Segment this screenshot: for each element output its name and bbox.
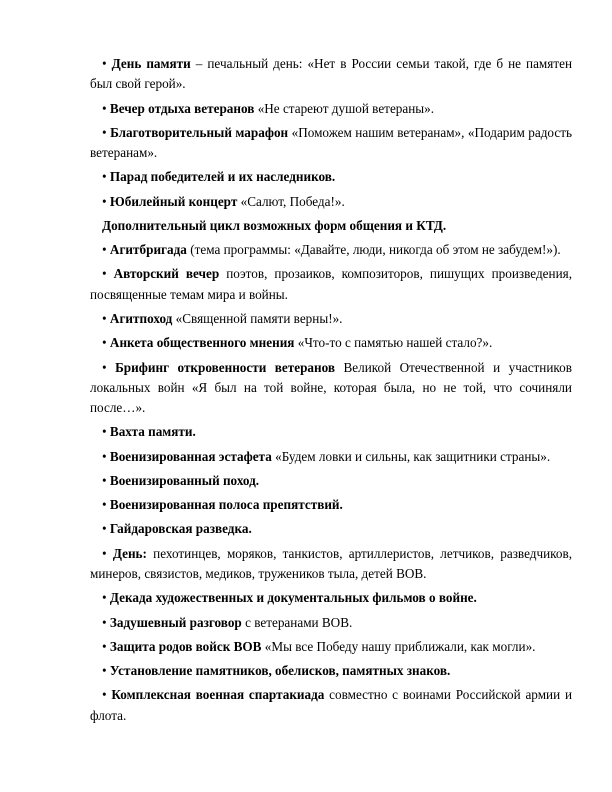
item-title: Анкета общественного мнения: [109, 335, 295, 351]
item-title: Задушевный разговор: [109, 614, 242, 630]
item-title: Агитбригада: [109, 242, 187, 258]
item-title: Брифинг откровенности ветеранов: [115, 359, 335, 375]
list-item: [90, 192, 572, 212]
item-text: – печальный день: «Нет в России семьи такой, где б не памятен был свой герой».: [90, 56, 573, 92]
list-item: [90, 544, 572, 584]
item-title: Вахта памяти.: [109, 424, 196, 440]
item-title: Защита родов войск ВОВ: [109, 638, 262, 654]
bullet: •: [102, 424, 107, 440]
bullet: •: [102, 638, 107, 654]
section-heading: Дополнительный цикл возможных форм общения и КТД.: [102, 217, 447, 233]
list-item: [90, 54, 572, 94]
bullet: •: [102, 242, 107, 258]
bullet: •: [102, 335, 107, 351]
item-text: совместно с воинами Российской армии и флота.: [90, 687, 572, 723]
bullet: •: [102, 310, 107, 326]
list-item: [90, 333, 572, 353]
list-item: [90, 240, 572, 260]
list-item: [90, 613, 572, 633]
bullet: •: [102, 687, 107, 703]
item-title: Военизированная полоса препятствий.: [109, 497, 343, 513]
list-item: [90, 588, 572, 608]
list-item: [90, 264, 572, 304]
list-item: [90, 495, 572, 515]
item-text: «Священной памяти верны!».: [172, 310, 343, 326]
item-text: Великой Отечественной и участников локальных войн «Я был на той войне, которая была, но не той, что сочиняли после…».: [90, 359, 572, 415]
list-item: [90, 422, 572, 442]
item-title: Вечер отдыха ветеранов: [109, 100, 255, 116]
item-text: «Не стареют душой ветераны».: [254, 100, 435, 116]
bullet: •: [102, 266, 107, 282]
list-item: [90, 637, 572, 657]
list-item: [90, 99, 572, 119]
item-text: пехотинцев, моряков, танкистов, артиллеристов, летчиков, разведчиков, минеров, связистов, медиков, тружеников тыла, детей ВОВ.: [90, 545, 572, 581]
bullet: •: [102, 169, 107, 185]
item-text: поэтов, прозаиков, композиторов, пишущих произведения, посвященные темам мира и войны.: [90, 266, 572, 302]
bullet: •: [102, 590, 107, 606]
item-text: «Поможем нашим ветеранам», «Подарим радость ветеранам».: [90, 124, 572, 160]
list-item: [90, 167, 572, 187]
item-title: Установление памятников, обелисков, памятных знаков.: [109, 663, 451, 679]
item-title: Агитпоход: [109, 310, 173, 326]
item-text: «Мы все Победу нашу приближали, как могли».: [261, 638, 536, 654]
document-body: [90, 54, 572, 730]
bullet: •: [102, 497, 107, 513]
item-title: Военизированный поход.: [109, 472, 260, 488]
list-item: [90, 471, 572, 491]
list-item: [90, 358, 572, 419]
item-title: Декада художественных и документальных фильмов о войне.: [109, 590, 477, 606]
bullet: •: [102, 100, 107, 116]
bullet: •: [102, 663, 107, 679]
list-item: [90, 447, 572, 467]
bullet: •: [102, 545, 107, 561]
list-item: [90, 309, 572, 329]
bullet: •: [102, 359, 107, 375]
list-item: [90, 123, 572, 163]
bullet: •: [102, 56, 107, 71]
item-title: Комплексная военная спартакиада: [111, 687, 325, 703]
list-item: [90, 661, 572, 681]
item-text: «Будем ловки и сильны, как защитники страны».: [271, 448, 551, 464]
bullet: •: [102, 124, 107, 140]
item-text: (тема программы: «Давайте, люди, никогда об этом не забудем!»).: [186, 242, 561, 258]
bullet: •: [102, 614, 107, 630]
item-title: Военизированная эстафета: [109, 448, 272, 464]
item-title: Гайдаровская разведка.: [109, 521, 252, 537]
bullet: •: [102, 472, 107, 488]
item-title: День:: [112, 545, 147, 561]
item-title: Юбилейный концерт: [109, 193, 238, 209]
bullet: •: [102, 521, 107, 537]
item-title: День памяти: [111, 56, 191, 71]
item-title: Парад победителей и их наследников.: [109, 169, 336, 185]
item-text: «Что-то с памятью нашей стало?».: [294, 335, 493, 351]
list-item: [90, 519, 572, 539]
item-text: «Салют, Победа!».: [237, 193, 345, 209]
list-item: [90, 685, 572, 725]
item-title: Авторский вечер: [113, 266, 220, 282]
item-text: с ветеранами ВОВ.: [241, 614, 353, 630]
bullet: •: [102, 448, 107, 464]
bullet: •: [102, 193, 107, 209]
item-title: Благотворительный марафон: [110, 124, 289, 140]
